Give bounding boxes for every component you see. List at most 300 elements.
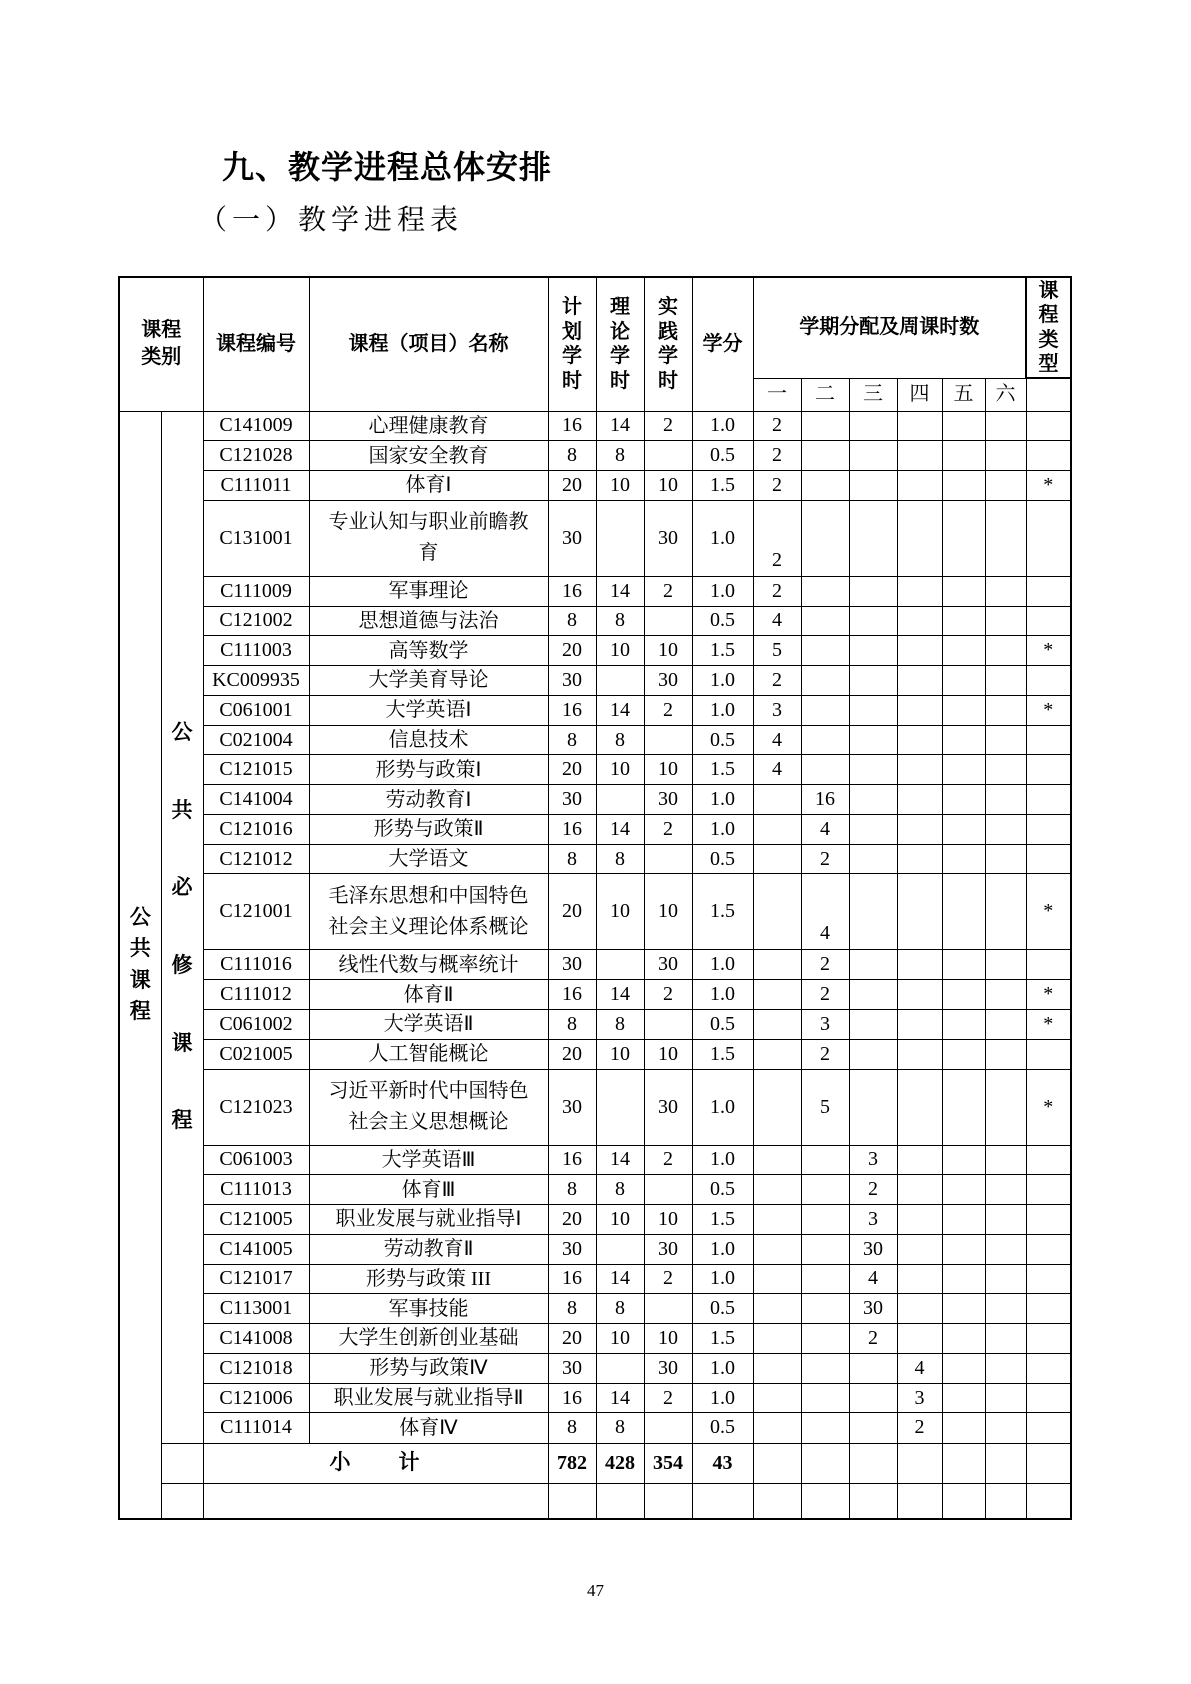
credits-cell: 0.5 xyxy=(692,1009,753,1039)
credits-cell: 1.0 xyxy=(692,411,753,441)
course-name-cell: 习近平新时代中国特色社会主义思想概论 xyxy=(309,1069,548,1145)
header-course-type-label: 课程类型 xyxy=(1038,279,1059,375)
course-row xyxy=(119,1069,1071,1145)
plan-hours-cell: 20 xyxy=(548,471,596,501)
semester-3-hours-cell xyxy=(849,441,897,471)
semester-6-hours-cell xyxy=(985,441,1026,471)
semester-3-hours-cell xyxy=(849,980,897,1010)
course-name-cell: 大学英语Ⅱ xyxy=(309,1009,548,1039)
semester-2-hours-cell xyxy=(801,1324,849,1354)
theory-hours-cell: 8 xyxy=(596,844,644,874)
course-type-cell xyxy=(1026,1383,1071,1413)
course-type-cell xyxy=(1026,844,1071,874)
course-type-cell: * xyxy=(1026,471,1071,501)
credits-cell: 1.0 xyxy=(692,1069,753,1145)
practice-hours-cell xyxy=(644,441,692,471)
course-code-cell: C061002 xyxy=(203,1009,309,1039)
practice-hours-cell: 2 xyxy=(644,695,692,725)
semester-2-hours-cell xyxy=(801,1383,849,1413)
semester-4-hours-cell xyxy=(897,950,942,980)
course-name-cell: 人工智能概论 xyxy=(309,1039,548,1069)
course-name-cell: 国家安全教育 xyxy=(309,441,548,471)
semester-1-hours-cell: 2 xyxy=(753,666,801,696)
semester-2-hours-cell xyxy=(801,606,849,636)
practice-hours-cell: 10 xyxy=(644,1324,692,1354)
empty-theory-cell xyxy=(596,1483,644,1519)
plan-hours-cell: 16 xyxy=(548,1145,596,1175)
semester-6-hours-cell xyxy=(985,695,1026,725)
practice-hours-cell: 2 xyxy=(644,814,692,844)
credits-cell: 1.0 xyxy=(692,500,753,576)
credits-cell: 1.0 xyxy=(692,1383,753,1413)
practice-hours-cell: 2 xyxy=(644,980,692,1010)
semester-1-hours-cell xyxy=(753,1205,801,1235)
semester-1-hours-cell xyxy=(753,950,801,980)
empty-category-sub-cell xyxy=(161,1483,203,1519)
semester-2-hours-cell xyxy=(801,666,849,696)
theory-hours-cell: 14 xyxy=(596,1383,644,1413)
semester-5-hours-cell xyxy=(942,1383,985,1413)
course-row xyxy=(119,1205,1071,1235)
course-name-cell: 体育Ⅱ xyxy=(309,980,548,1010)
theory-hours-cell xyxy=(596,666,644,696)
course-type-cell xyxy=(1026,1039,1071,1069)
semester-1-hours-cell: 2 xyxy=(753,576,801,606)
course-name-cell: 大学语文 xyxy=(309,844,548,874)
semester-3-hours-cell xyxy=(849,814,897,844)
course-row xyxy=(119,1264,1071,1294)
semester-4-hours-cell xyxy=(897,1175,942,1205)
semester-4-hours-cell: 4 xyxy=(897,1353,942,1383)
semester-5-hours-cell xyxy=(942,1069,985,1145)
course-row xyxy=(119,636,1071,666)
course-type-cell xyxy=(1026,1175,1071,1205)
course-type-cell xyxy=(1026,576,1071,606)
semester-5-hours-cell xyxy=(942,1145,985,1175)
theory-hours-cell xyxy=(596,1353,644,1383)
course-type-cell xyxy=(1026,1353,1071,1383)
empty-credits-cell xyxy=(692,1483,753,1519)
theory-hours-cell: 14 xyxy=(596,1145,644,1175)
course-code-cell: C121016 xyxy=(203,814,309,844)
semester-1-hours-cell xyxy=(753,1009,801,1039)
semester-6-hours-cell xyxy=(985,1175,1026,1205)
practice-hours-cell: 10 xyxy=(644,1205,692,1235)
empty-semester-1-cell xyxy=(753,1483,801,1519)
semester-4-hours-cell xyxy=(897,411,942,441)
credits-cell: 1.0 xyxy=(692,1264,753,1294)
course-code-cell: C121018 xyxy=(203,1353,309,1383)
practice-hours-cell: 30 xyxy=(644,1353,692,1383)
semester-1-hours-cell xyxy=(753,1324,801,1354)
semester-5-hours-cell xyxy=(942,695,985,725)
course-name-cell: 大学生创新创业基础 xyxy=(309,1324,548,1354)
course-row xyxy=(119,1294,1071,1324)
semester-6-hours-cell xyxy=(985,980,1026,1010)
course-type-cell: * xyxy=(1026,1069,1071,1145)
course-row xyxy=(119,1145,1071,1175)
category-main-cell xyxy=(119,411,161,1519)
semester-4-hours-cell xyxy=(897,1234,942,1264)
semester-2-hours-cell: 5 xyxy=(801,1069,849,1145)
course-row xyxy=(119,785,1071,815)
credits-cell: 1.0 xyxy=(692,695,753,725)
practice-hours-cell xyxy=(644,1009,692,1039)
semester-6-hours-cell xyxy=(985,1264,1026,1294)
semester-3-hours-cell: 3 xyxy=(849,1145,897,1175)
practice-hours-cell: 2 xyxy=(644,576,692,606)
semester-6-hours-cell xyxy=(985,844,1026,874)
semester-2-hours-cell xyxy=(801,1205,849,1235)
header-practice-hours-label: 实践学时 xyxy=(658,296,678,392)
semester-1-hours-cell xyxy=(753,844,801,874)
plan-hours-cell: 30 xyxy=(548,950,596,980)
semester-5-hours-cell xyxy=(942,785,985,815)
semester-2-hours-cell xyxy=(801,636,849,666)
semester-2-hours-cell xyxy=(801,695,849,725)
practice-hours-cell: 30 xyxy=(644,785,692,815)
semester-4-hours-cell xyxy=(897,695,942,725)
theory-hours-cell: 10 xyxy=(596,755,644,785)
course-name-cell: 军事理论 xyxy=(309,576,548,606)
theory-hours-cell: 8 xyxy=(596,1009,644,1039)
plan-hours-cell: 8 xyxy=(548,1009,596,1039)
semester-1-hours-cell xyxy=(753,1234,801,1264)
semester-3-hours-cell xyxy=(849,1353,897,1383)
plan-hours-cell: 16 xyxy=(548,1264,596,1294)
category-sub-blank-cell xyxy=(161,1443,203,1483)
semester-2-hours-cell xyxy=(801,576,849,606)
practice-hours-cell xyxy=(644,606,692,636)
course-row xyxy=(119,1413,1071,1443)
semester-6-hours-cell xyxy=(985,1145,1026,1175)
semester-5-hours-cell xyxy=(942,441,985,471)
practice-hours-cell: 10 xyxy=(644,1039,692,1069)
header-semester-group: 学期分配及周课时数 xyxy=(753,277,1026,378)
semester-1-hours-cell xyxy=(753,1175,801,1205)
course-name-cell: 线性代数与概率统计 xyxy=(309,950,548,980)
semester-3-hours-cell xyxy=(849,606,897,636)
semester-4-hours-cell xyxy=(897,844,942,874)
credits-cell: 0.5 xyxy=(692,725,753,755)
credits-cell: 1.0 xyxy=(692,980,753,1010)
theory-hours-cell xyxy=(596,1234,644,1264)
subtotal-semester-5-cell xyxy=(942,1443,985,1483)
theory-hours-cell: 8 xyxy=(596,606,644,636)
course-code-cell: C121002 xyxy=(203,606,309,636)
practice-hours-cell: 2 xyxy=(644,1383,692,1413)
semester-5-hours-cell xyxy=(942,1294,985,1324)
course-code-cell: C131001 xyxy=(203,500,309,576)
semester-6-hours-cell xyxy=(985,576,1026,606)
plan-hours-cell: 16 xyxy=(548,980,596,1010)
header-theory-hours xyxy=(596,277,644,411)
theory-hours-cell: 8 xyxy=(596,441,644,471)
semester-3-hours-cell xyxy=(849,950,897,980)
semester-5-hours-cell xyxy=(942,844,985,874)
plan-hours-cell: 8 xyxy=(548,844,596,874)
plan-hours-cell: 8 xyxy=(548,606,596,636)
semester-1-hours-cell xyxy=(753,1383,801,1413)
empty-semester-2-cell xyxy=(801,1483,849,1519)
semester-6-hours-cell xyxy=(985,814,1026,844)
course-row xyxy=(119,844,1071,874)
plan-hours-cell: 20 xyxy=(548,874,596,950)
course-name-cell: 职业发展与就业指导Ⅰ xyxy=(309,1205,548,1235)
credits-cell: 0.5 xyxy=(692,441,753,471)
semester-5-hours-cell xyxy=(942,500,985,576)
course-name-cell: 形势与政策Ⅳ xyxy=(309,1353,548,1383)
course-type-cell xyxy=(1026,1205,1071,1235)
credits-cell: 1.5 xyxy=(692,755,753,785)
semester-6-hours-cell xyxy=(985,1039,1026,1069)
course-name-cell: 思想道德与法治 xyxy=(309,606,548,636)
subtotal-semester-4-cell xyxy=(897,1443,942,1483)
course-row xyxy=(119,1039,1071,1069)
theory-hours-cell: 14 xyxy=(596,411,644,441)
course-code-cell: C113001 xyxy=(203,1294,309,1324)
practice-hours-cell: 2 xyxy=(644,1264,692,1294)
course-type-cell xyxy=(1026,441,1071,471)
subtotal-semester-6-cell xyxy=(985,1443,1026,1483)
header-semester-6: 六 xyxy=(985,378,1026,411)
credits-cell: 1.5 xyxy=(692,1324,753,1354)
semester-5-hours-cell xyxy=(942,1205,985,1235)
plan-hours-cell: 30 xyxy=(548,500,596,576)
credits-cell: 1.5 xyxy=(692,471,753,501)
course-row xyxy=(119,1234,1071,1264)
course-name-cell: 劳动教育Ⅱ xyxy=(309,1234,548,1264)
course-row xyxy=(119,725,1071,755)
subtotal-practice-cell: 354 xyxy=(644,1443,692,1483)
practice-hours-cell: 10 xyxy=(644,874,692,950)
semester-2-hours-cell xyxy=(801,500,849,576)
theory-hours-cell xyxy=(596,1069,644,1145)
semester-5-hours-cell xyxy=(942,1009,985,1039)
semester-3-hours-cell xyxy=(849,411,897,441)
course-row xyxy=(119,606,1071,636)
plan-hours-cell: 30 xyxy=(548,1353,596,1383)
semester-1-hours-cell: 2 xyxy=(753,471,801,501)
semester-3-hours-cell xyxy=(849,695,897,725)
course-code-cell: C121005 xyxy=(203,1205,309,1235)
plan-hours-cell: 16 xyxy=(548,576,596,606)
practice-hours-cell: 2 xyxy=(644,1145,692,1175)
header-plan-hours-label: 计划学时 xyxy=(562,296,582,392)
semester-3-hours-cell xyxy=(849,636,897,666)
course-code-cell: C121012 xyxy=(203,844,309,874)
theory-hours-cell: 8 xyxy=(596,1413,644,1443)
plan-hours-cell: 30 xyxy=(548,1069,596,1145)
semester-3-hours-cell xyxy=(849,785,897,815)
semester-4-hours-cell xyxy=(897,1205,942,1235)
course-code-cell: C111009 xyxy=(203,576,309,606)
course-row xyxy=(119,441,1071,471)
theory-hours-cell: 14 xyxy=(596,980,644,1010)
semester-4-hours-cell: 3 xyxy=(897,1383,942,1413)
subtotal-label-cell: 小 计 xyxy=(203,1443,548,1483)
practice-hours-cell: 30 xyxy=(644,666,692,696)
semester-3-hours-cell xyxy=(849,1383,897,1413)
header-course-type-blank xyxy=(1026,378,1071,411)
semester-1-hours-cell xyxy=(753,785,801,815)
practice-hours-cell: 30 xyxy=(644,950,692,980)
course-code-cell: C141004 xyxy=(203,785,309,815)
course-type-cell xyxy=(1026,950,1071,980)
theory-hours-cell: 8 xyxy=(596,1175,644,1205)
semester-2-hours-cell: 2 xyxy=(801,980,849,1010)
semester-2-hours-cell xyxy=(801,755,849,785)
theory-hours-cell xyxy=(596,950,644,980)
credits-cell: 1.0 xyxy=(692,1234,753,1264)
header-plan-hours xyxy=(548,277,596,411)
semester-5-hours-cell xyxy=(942,471,985,501)
credits-cell: 1.5 xyxy=(692,1039,753,1069)
course-name-cell: 高等数学 xyxy=(309,636,548,666)
semester-4-hours-cell xyxy=(897,1324,942,1354)
header-semester-5: 五 xyxy=(942,378,985,411)
course-code-cell: C121015 xyxy=(203,755,309,785)
credits-cell: 1.0 xyxy=(692,785,753,815)
course-type-cell xyxy=(1026,785,1071,815)
course-row xyxy=(119,1009,1071,1039)
semester-3-hours-cell xyxy=(849,1413,897,1443)
course-row xyxy=(119,411,1071,441)
credits-cell: 0.5 xyxy=(692,844,753,874)
course-row xyxy=(119,755,1071,785)
semester-3-hours-cell xyxy=(849,471,897,501)
plan-hours-cell: 16 xyxy=(548,695,596,725)
semester-5-hours-cell xyxy=(942,814,985,844)
semester-5-hours-cell xyxy=(942,755,985,785)
course-type-cell: * xyxy=(1026,980,1071,1010)
semester-5-hours-cell xyxy=(942,666,985,696)
semester-1-hours-cell xyxy=(753,874,801,950)
header-code: 课程编号 xyxy=(203,277,309,411)
semester-2-hours-cell xyxy=(801,441,849,471)
course-name-cell: 形势与政策Ⅰ xyxy=(309,755,548,785)
course-code-cell: C111012 xyxy=(203,980,309,1010)
semester-4-hours-cell xyxy=(897,471,942,501)
course-type-cell xyxy=(1026,1145,1071,1175)
practice-hours-cell xyxy=(644,1294,692,1324)
course-name-cell: 形势与政策 III xyxy=(309,1264,548,1294)
course-type-cell xyxy=(1026,814,1071,844)
course-code-cell: C111013 xyxy=(203,1175,309,1205)
practice-hours-cell: 30 xyxy=(644,500,692,576)
plan-hours-cell: 8 xyxy=(548,1413,596,1443)
semester-2-hours-cell: 3 xyxy=(801,1009,849,1039)
semester-2-hours-cell xyxy=(801,1413,849,1443)
subtotal-semester-3-cell xyxy=(849,1443,897,1483)
course-name-cell: 劳动教育Ⅰ xyxy=(309,785,548,815)
semester-2-hours-cell xyxy=(801,411,849,441)
page-title: 九、教学进程总体安排 xyxy=(222,149,553,185)
credits-cell: 0.5 xyxy=(692,1294,753,1324)
semester-4-hours-cell xyxy=(897,441,942,471)
course-code-cell: C111016 xyxy=(203,950,309,980)
semester-2-hours-cell xyxy=(801,1234,849,1264)
semester-1-hours-cell: 2 xyxy=(753,500,801,576)
course-name-cell: 大学美育导论 xyxy=(309,666,548,696)
course-name-cell: 信息技术 xyxy=(309,725,548,755)
semester-4-hours-cell xyxy=(897,725,942,755)
semester-1-hours-cell xyxy=(753,1145,801,1175)
plan-hours-cell: 16 xyxy=(548,411,596,441)
semester-2-hours-cell: 2 xyxy=(801,950,849,980)
practice-hours-cell: 30 xyxy=(644,1069,692,1145)
plan-hours-cell: 8 xyxy=(548,725,596,755)
semester-4-hours-cell xyxy=(897,606,942,636)
semester-5-hours-cell xyxy=(942,1234,985,1264)
semester-6-hours-cell xyxy=(985,725,1026,755)
semester-4-hours-cell xyxy=(897,666,942,696)
semester-4-hours-cell xyxy=(897,1039,942,1069)
semester-3-hours-cell xyxy=(849,755,897,785)
course-code-cell: C141009 xyxy=(203,411,309,441)
empty-course-type-cell xyxy=(1026,1483,1071,1519)
practice-hours-cell: 10 xyxy=(644,636,692,666)
course-row xyxy=(119,576,1071,606)
semester-4-hours-cell xyxy=(897,814,942,844)
semester-5-hours-cell xyxy=(942,411,985,441)
semester-1-hours-cell xyxy=(753,1294,801,1324)
semester-4-hours-cell xyxy=(897,576,942,606)
credits-cell: 1.0 xyxy=(692,1353,753,1383)
header-semester-3: 三 xyxy=(849,378,897,411)
plan-hours-cell: 16 xyxy=(548,1383,596,1413)
practice-hours-cell: 10 xyxy=(644,755,692,785)
semester-5-hours-cell xyxy=(942,576,985,606)
semester-1-hours-cell xyxy=(753,814,801,844)
semester-3-hours-cell: 2 xyxy=(849,1175,897,1205)
page-number: 47 xyxy=(587,1581,604,1600)
course-row xyxy=(119,1383,1071,1413)
header-theory-hours-label: 理论学时 xyxy=(610,296,630,392)
course-code-cell: C121006 xyxy=(203,1383,309,1413)
semester-1-hours-cell: 4 xyxy=(753,725,801,755)
credits-cell: 1.5 xyxy=(692,874,753,950)
semester-5-hours-cell xyxy=(942,725,985,755)
semester-6-hours-cell xyxy=(985,606,1026,636)
semester-4-hours-cell: 2 xyxy=(897,1413,942,1443)
plan-hours-cell: 30 xyxy=(548,1234,596,1264)
category-main-label: 公共课程 xyxy=(129,905,151,1024)
semester-2-hours-cell xyxy=(801,725,849,755)
semester-4-hours-cell xyxy=(897,500,942,576)
theory-hours-cell xyxy=(596,785,644,815)
semester-4-hours-cell xyxy=(897,1145,942,1175)
course-type-cell xyxy=(1026,1324,1071,1354)
semester-6-hours-cell xyxy=(985,666,1026,696)
semester-6-hours-cell xyxy=(985,636,1026,666)
semester-3-hours-cell xyxy=(849,500,897,576)
practice-hours-cell xyxy=(644,1175,692,1205)
theory-hours-cell: 10 xyxy=(596,874,644,950)
semester-3-hours-cell xyxy=(849,1069,897,1145)
semester-2-hours-cell xyxy=(801,1145,849,1175)
semester-4-hours-cell xyxy=(897,636,942,666)
empty-practice-cell xyxy=(644,1483,692,1519)
semester-3-hours-cell: 30 xyxy=(849,1234,897,1264)
course-type-cell xyxy=(1026,606,1071,636)
course-code-cell: C121028 xyxy=(203,441,309,471)
credits-cell: 1.0 xyxy=(692,666,753,696)
plan-hours-cell: 8 xyxy=(548,441,596,471)
course-row xyxy=(119,1324,1071,1354)
semester-5-hours-cell xyxy=(942,1413,985,1443)
practice-hours-cell xyxy=(644,844,692,874)
